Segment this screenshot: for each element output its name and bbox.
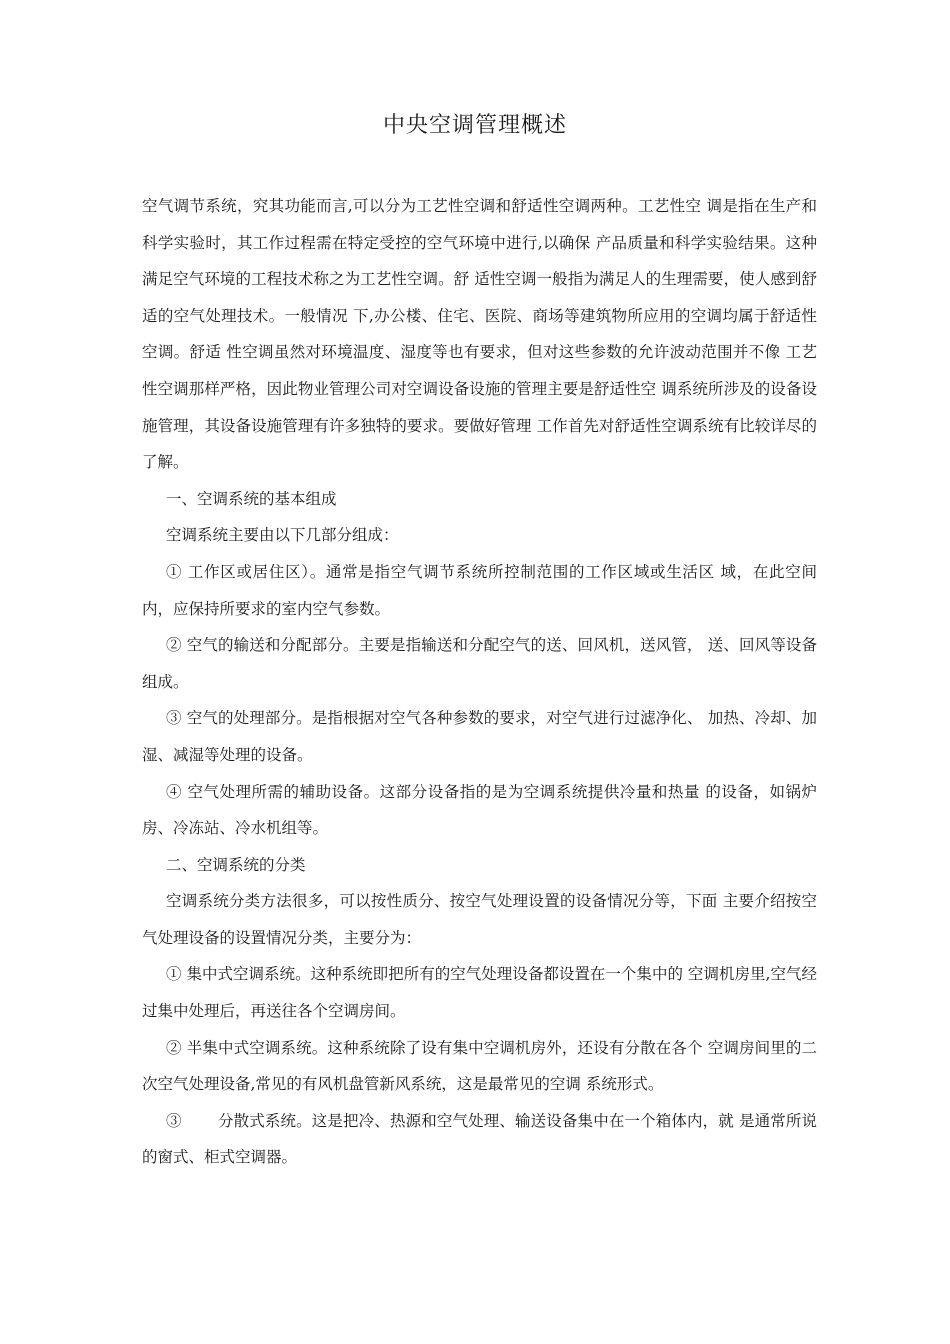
composition-intro: 空调系统主要由以下几部分组成： — [166, 526, 399, 545]
section-heading-classification: 二、空调系统的分类 — [166, 855, 306, 874]
document-body — [142, 188, 817, 1176]
classification-item-2: ② 半集中式空调系统。这种系统除了设有集中空调机房外，还设有分散在各个 空调房间里的二次空气处理设备,常见的有风机盘管新风系统，这是最常见的空调 系统形式。 — [142, 1038, 817, 1094]
composition-item-3: ③ 空气的处理部分。是指根据对空气各种参数的要求，对空气进行过滤净化、 加热、冷却、加湿、减湿等处理的设备。 — [142, 709, 817, 764]
document-title: 中央空调管理概述 — [382, 113, 567, 138]
composition-item-4: ④ 空气处理所需的辅助设备。这部分设备指的是为空调系统提供冷量和热量 的设备，如锅炉房、冷冻站、冷水机组等。 — [142, 782, 817, 838]
classification-item-1: ① 集中式空调系统。这种系统即把所有的空气处理设备都设置在一个集中的 空调机房里,空气经过集中处理后，再送往各个空调房间。 — [142, 965, 817, 1021]
classification-intro: 空调系统分类方法很多，可以按性质分、按空气处理设置的设备情况分等，下面 主要介绍按空气处理设备的设置情况分类，主要分为： — [142, 892, 817, 947]
section-heading-composition: 一、空调系统的基本组成 — [166, 489, 337, 508]
composition-item-1: ① 工作区或居住区）。通常是指空气调节系统所控制范围的工作区域或生活区 域，在此空间内，应保持所要求的室内空气参数。 — [142, 562, 817, 618]
classification-item-3: ③ 分散式系统。这是把冷、热源和空气处理、输送设备集中在一个箱体内，就 是通常所说的窗式、柜式空调器。 — [142, 1111, 817, 1167]
composition-item-2: ② 空气的输送和分配部分。主要是指输送和分配空气的送、回风机，送风管， 送、回风等设备组成。 — [142, 636, 817, 691]
intro-paragraph: 空气调节系统，究其功能而言,可以分为工艺性空调和舒适性空调两种。工艺性空 调是指在生产和科学实验时，其工作过程需在特定受控的空气环境中进行,以确保 产品质量和科学实验结果。这种满足空气环境的工程技术称之为工艺性空调。舒 适性空调一般指为满足人的生理需要，使人感到舒适的空气处理技术。一般情况 下,办公楼、住宅、医院、商场等建筑物所应用的空调均属于舒适性空调。舒适 性空调虽然对环境温度、湿度等也有要求，但对这些参数的允许波动范围并不像 工艺性空调那样严格，因此物业管理公司对空调设备设施的管理主要是舒适性空 调系统所涉及的设备设施管理，其设备设施管理有许多独特的要求。要做好管理 工作首先对舒适性空调系统有比较详尽的了解。 — [142, 197, 817, 472]
